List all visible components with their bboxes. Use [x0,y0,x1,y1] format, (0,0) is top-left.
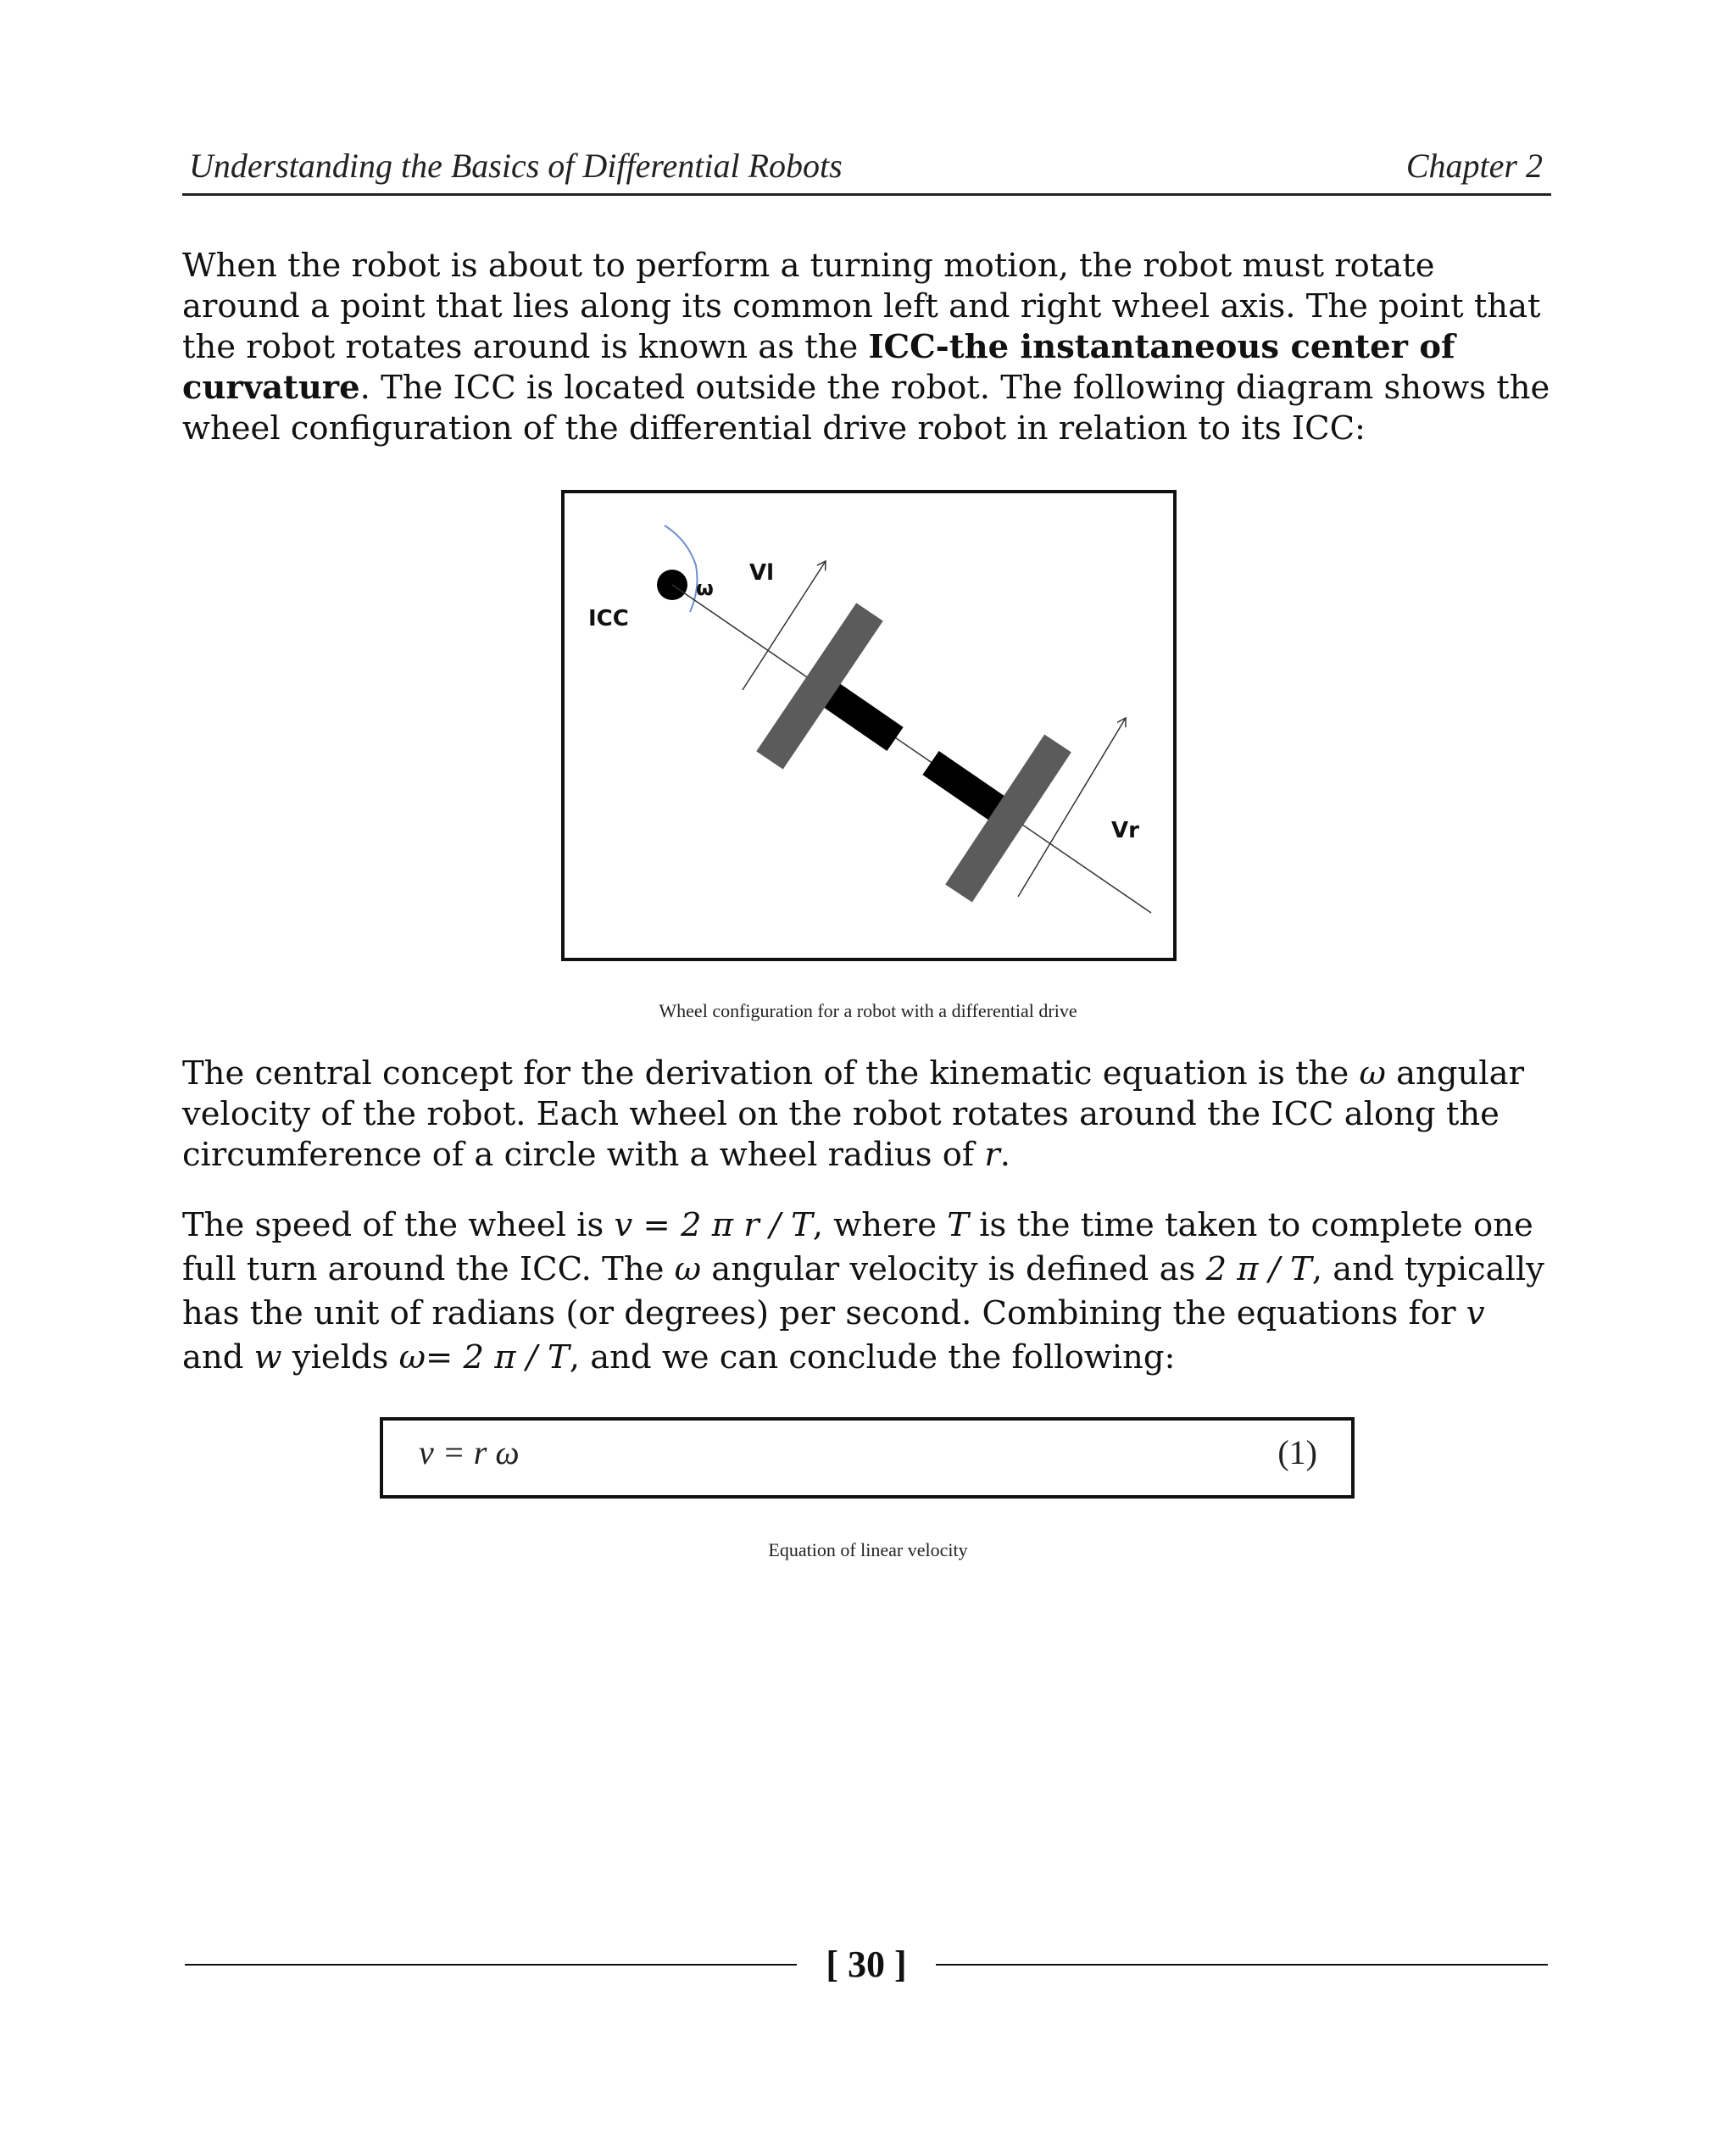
vl-label: Vl [749,560,775,586]
omega-formula: ω= 2 π / T [398,1338,570,1376]
wheel-axis-line [672,585,1151,913]
text-run: , and we can conclude the following: [569,1338,1176,1376]
text-run: angular velocity of the robot. Each wheel on the robot rotates around the ICC along the circumference of a circle with a wheel radius of [182,1054,1524,1174]
text-run: The central concept for the derivation of the kinematic equation is the [182,1054,1360,1093]
omega-symbol: ω [674,1250,702,1288]
text-run: angular velocity is defined as [701,1250,1206,1288]
paragraph-wheel-speed [182,1204,1555,1380]
chapter-label: Chapter 2 [1405,147,1543,185]
footer-rule-left [185,1964,797,1966]
text-run: . The ICC is located outside the robot. The following diagram shows the wheel configuration of the differential drive robot in relation to its ICC: [182,369,1550,448]
text-run: and [182,1338,254,1376]
angular-formula: 2 π / T [1205,1250,1312,1288]
icc-label: ICC [588,606,629,631]
page-number: [ 30 ] [826,1944,907,1985]
equation-number: (1) [1277,1433,1317,1471]
diagram-canvas [565,493,1173,958]
equation-caption: Equation of linear velocity [768,1539,968,1560]
left-wheel [770,612,870,760]
running-title: Understanding the Basics of Differential Robots [189,147,843,185]
right-wheel [959,743,1058,893]
footer-rule-right [936,1964,1548,1966]
text-run: When the robot is about to perform a turning motion, the robot must rotate around a point that lies along its common left and right wheel axis. The point that the robot rotates around is known as the [182,247,1541,366]
paragraph-icc-intro [182,246,1555,449]
wheel-configuration-diagram [561,490,1177,961]
equation-box [380,1417,1355,1499]
figure-caption: Wheel configuration for a robot with a differential drive [659,1000,1077,1021]
icc-definition: ICC-the instantaneous center of curvature [182,328,1455,407]
right-axle [931,763,1001,811]
vr-label: Vr [1111,818,1139,843]
period-symbol: T [947,1206,969,1244]
text-run: , where [812,1206,948,1244]
omega-symbol: ω [1359,1054,1386,1093]
w-symbol: w [253,1338,282,1376]
text-run: . [999,1136,1011,1174]
page-header [182,142,1551,196]
text-run: is the time taken to complete one full turn around the ICC. The [182,1206,1533,1288]
omega-label: ω [696,576,714,600]
speed-formula: v = 2 π r / T [614,1206,813,1244]
text-run: , and typically has the unit of radians (or degrees) per second. Combining the equations for [182,1250,1544,1332]
paragraph-angular-velocity [182,1054,1555,1176]
radius-symbol: r [984,1136,1000,1174]
text-run: yields [281,1338,399,1376]
text-run: The speed of the wheel is [182,1206,615,1244]
equation-formula: v = r ω [419,1433,520,1471]
v-symbol: v [1466,1294,1485,1332]
